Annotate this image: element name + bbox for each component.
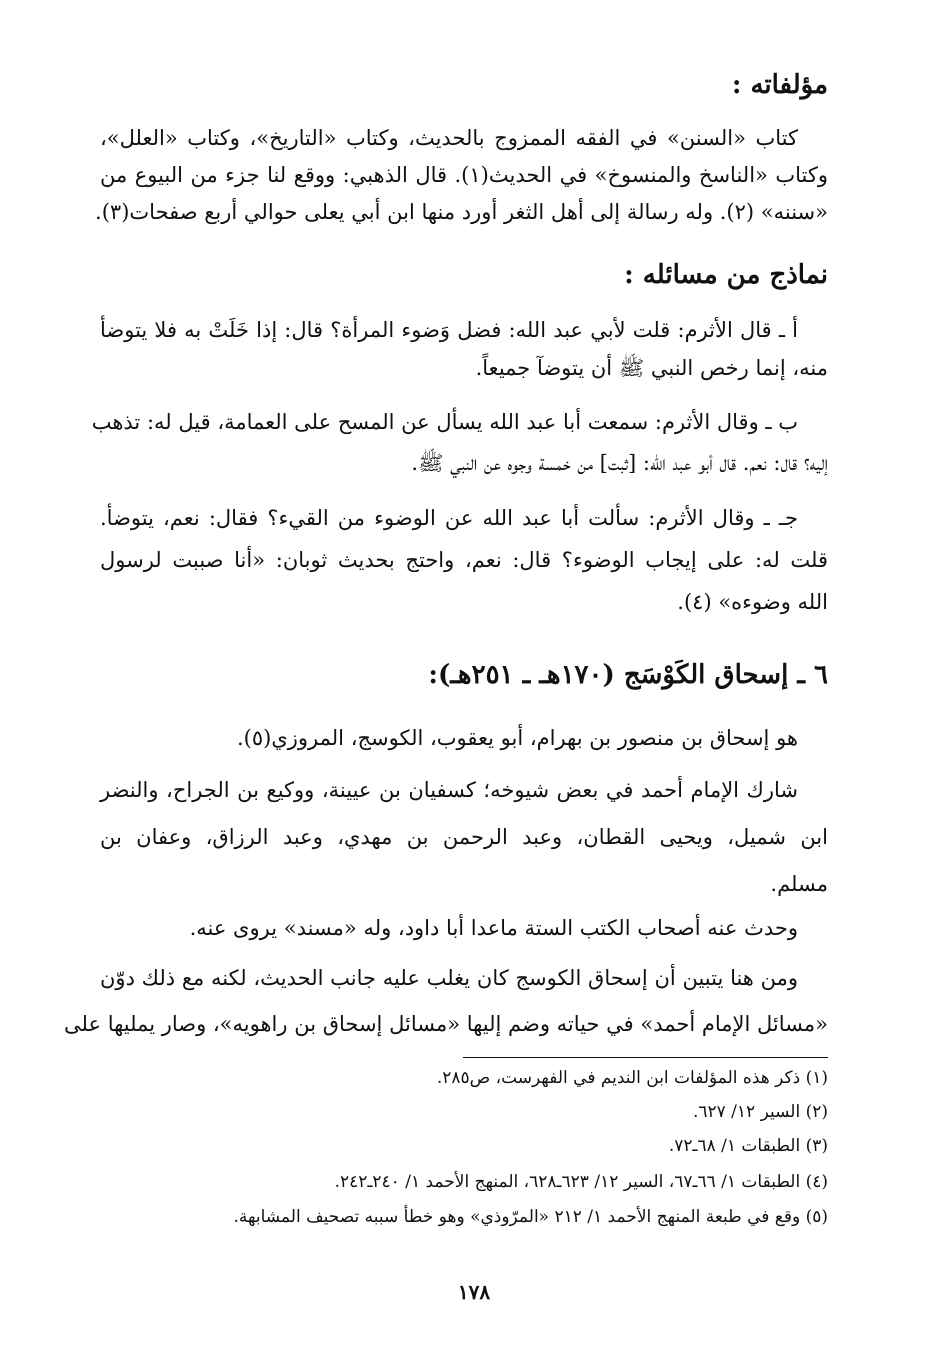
bio-paragraph-1 — [100, 728, 828, 758]
paragraph-line: «سننه» (٢). وله رسالة إلى أهل الثغر أورد منها ابن أبي يعلى حوالي أربع صفحات(٣). — [95, 200, 828, 224]
paragraph-line: ب ـ وقال الأثرم: سمعت أبا عبد الله يسأل عن المسح على العمامة، قيل له: تذهب — [91, 410, 798, 434]
paragraph-line: «مسائل الإمام أحمد» في حياته وضم إليها «مسائل إسحاق بن راهويه»، وصار يمليها على — [64, 1012, 828, 1036]
paragraph-line: مسلم. — [770, 872, 828, 896]
sample-item-b — [91, 410, 828, 487]
paragraph-line: إليه؟ قال: نعم. قال أبو عبد الله: [ثبت] من خمسة وجوه عن النبي ﷺ. — [411, 451, 828, 475]
paragraph-line: منه، إنما رخص النبي ﷺ أن يتوضآ جميعاً. — [475, 356, 828, 380]
paragraph-line: قلت له: على إيجاب الوضوء؟ قال: نعم، واحتج بحديث ثوبان: «أنا صببت لرسول — [100, 548, 828, 572]
section-heading-works: مؤلفاته : — [731, 70, 828, 100]
paragraph-line: ومن هنا يتبين أن إسحاق الكوسج كان يغلب عليه جانب الحديث، لكنه مع ذلك دوّن — [100, 966, 798, 990]
paragraph-line: وكتاب «الناسخ والمنسوخ» في الحديث(١). قال الذهبي: ووقع لنا جزء من البيوع من — [100, 163, 828, 187]
paragraph-line: شارك الإمام أحمد في بعض شيوخه؛ كسفيان بن عيينة، ووكيع بن الجراح، والنضر — [100, 778, 798, 802]
paragraph-line: جـ ـ وقال الأثرم: سألت أبا عبد الله عن الوضوء من القيء؟ فقال: نعم، يتوضأ. — [100, 506, 798, 530]
works-paragraph — [95, 126, 828, 238]
sample-item-c — [100, 508, 828, 618]
paragraph-line: ابن شميل، ويحيى القطان، وعبد الرحمن بن مهدي، وعبد الرزاق، وعفان بن — [100, 825, 828, 849]
section-heading-samples: نماذج من مسائله : — [624, 260, 828, 290]
page-number: ١٧٨ — [457, 1280, 491, 1304]
footnote-divider — [463, 1057, 828, 1058]
footnote-3: (٣) الطبقات ١/ ٦٨ـ٧٢. — [668, 1136, 828, 1156]
paragraph-line: وحدث عنه أصحاب الكتب الستة ماعدا أبا داود، وله «مسند» يروى عنه. — [189, 916, 798, 940]
footnote-5: (٥) وقع في طبعة المنهج الأحمد ١/ ٢١٢ «المرّوذي» وهو خطأ سببه تصحيف المشابهة. — [233, 1207, 828, 1227]
section-heading-ishaq: ٦ ـ إسحاق الكَوْسَج (١٧٠هـ ـ ٢٥١هـ): — [428, 660, 828, 690]
bio-paragraph-2 — [100, 780, 828, 900]
paragraph-line: كتاب «السنن» في الفقه الممزوج بالحديث، وكتاب «التاريخ»، وكتاب «العلل»، — [100, 126, 798, 150]
paragraph-line: أ ـ قال الأثرم: قلت لأبي عبد الله: فضل وَضوء المرأة؟ قال: إذا خَلَتْ به فلا يتوضأ — [100, 318, 798, 342]
footnote-2: (٢) السير ١٢/ ٦٢٧. — [692, 1102, 828, 1122]
footnote-1: (١) ذكر هذه المؤلفات ابن النديم في الفهرست، ص٢٨٥. — [436, 1068, 828, 1088]
sample-item-a — [100, 320, 828, 395]
paragraph-line: الله وضوءه» (٤). — [677, 590, 828, 614]
bio-paragraph-4 — [64, 966, 828, 1048]
paragraph-line: هو إسحاق بن منصور بن بهرام، أبو يعقوب، الكوسج، المروزي(٥). — [236, 726, 798, 750]
footnote-4: (٤) الطبقات ١/ ٦٦ـ٦٧، السير ١٢/ ٦٢٣ـ٦٢٨، المنهج الأحمد ١/ ٢٤٠ـ٢٤٢. — [334, 1172, 828, 1192]
bio-paragraph-3 — [100, 918, 828, 948]
